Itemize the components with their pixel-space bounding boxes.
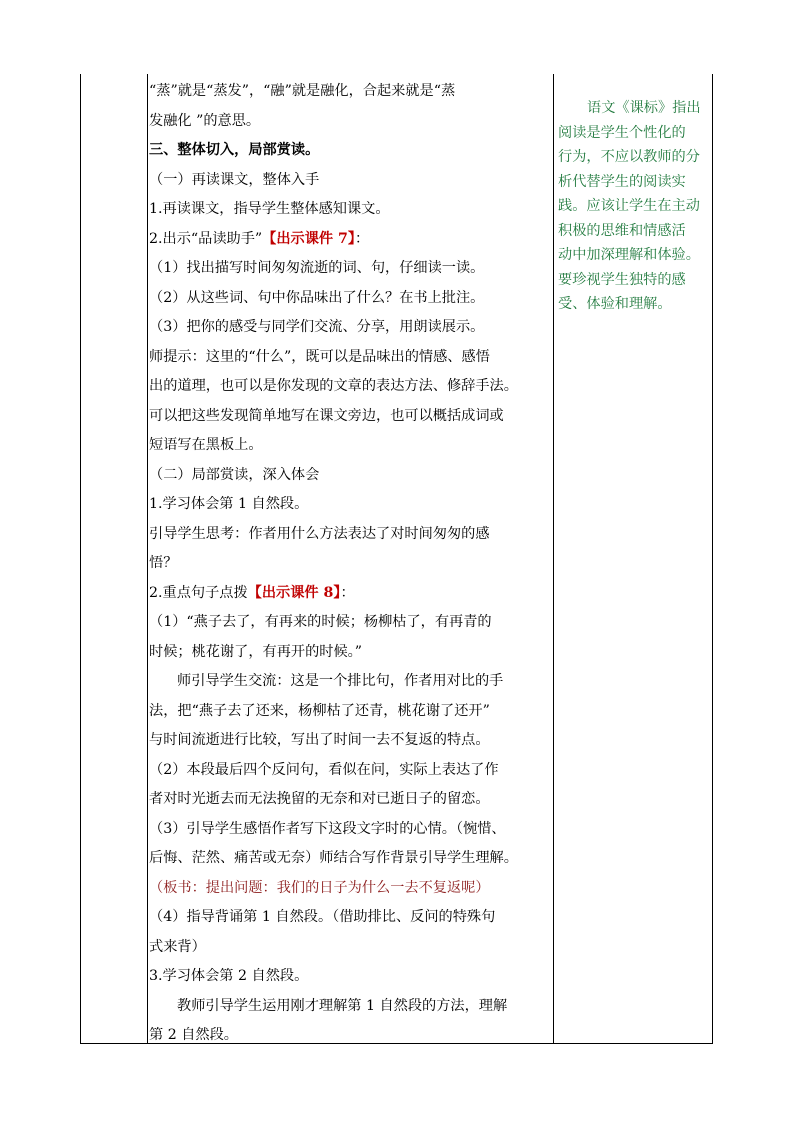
text-line: （3）引导学生感悟作者写下这段文字时的心情。（惋惜、 bbox=[149, 820, 506, 837]
text-line: 第 2 自然段。 bbox=[149, 1027, 238, 1043]
side-note-line: 受、体验和理解。 bbox=[558, 296, 672, 312]
text-line: 3.学习体会第 2 自然段。 bbox=[149, 968, 309, 984]
side-note-line: 践。应该让学生在主动 bbox=[558, 198, 700, 214]
text-line: （3）把你的感受与同学们交流、分享，用朗读展示。 bbox=[149, 319, 485, 335]
design-intent-column bbox=[558, 96, 708, 317]
text-line: （4）指导背诵第 1 自然段。（借助排比、反问的特殊句 bbox=[149, 909, 496, 925]
courseware-tag: 【出示课件 8】 bbox=[247, 584, 341, 601]
step-label: 2.重点句子点拨 bbox=[149, 584, 248, 601]
text-line bbox=[149, 225, 553, 255]
side-note-line: 语文《课标》指出 bbox=[587, 100, 701, 116]
text-line: 出的道理，也可以是你发现的文章的表达方法、修辞手法。 bbox=[149, 378, 518, 394]
text-line: （1）“燕子去了，有再来的时候；杨柳枯了，有再青的 bbox=[149, 614, 492, 630]
text-line: 师引导学生交流：这是一个排比句，作者用对比的手 bbox=[177, 673, 504, 689]
text-line: 者对时光逝去而无法挽留的无奈和对已逝日子的留恋。 bbox=[149, 791, 490, 807]
section-heading: 三、整体切入，局部赏读。 bbox=[149, 142, 320, 158]
text-line: 短语写在黑板上。 bbox=[149, 437, 263, 453]
text-line: 可以把这些发现简单地写在课文旁边，也可以概括成词或 bbox=[149, 407, 504, 424]
column-divider-right bbox=[553, 74, 554, 1043]
text-line: 1.学习体会第 1 自然段。 bbox=[149, 496, 309, 512]
subsection-heading: （二）局部赏读，深入体会 bbox=[149, 466, 320, 483]
text-line: 引导学生思考：作者用什么方法表达了对时间匆匆的感 bbox=[149, 525, 490, 542]
text-line: （1）找出描写时间匆匆流逝的词、句，仔细读一读。 bbox=[149, 260, 485, 276]
board-note: （板书：提出问题：我们的日子为什么一去不复返呢） bbox=[149, 879, 490, 896]
text-line: 与时间流逝进行比较，写出了时间一去不复返的特点。 bbox=[149, 732, 490, 748]
text-line: 后悔、茫然、痛苦或无奈）师结合写作背景引导学生理解。 bbox=[149, 850, 518, 866]
text-line: 时候；桃花谢了，有再开的时候。” bbox=[149, 643, 362, 660]
courseware-tag: 【出示课件 7】 bbox=[262, 230, 356, 247]
side-note-line: 积极的思维和情感活 bbox=[558, 222, 686, 239]
text-line: 式来背） bbox=[149, 938, 206, 955]
text-line: （2）从这些词、句中你品味出了什么？在书上批注。 bbox=[149, 289, 485, 306]
side-note-line: 动中加深理解和体验。 bbox=[558, 247, 700, 263]
text-line: 师提示：这里的“什么”，既可以是品味出的情感、感悟 bbox=[149, 348, 490, 365]
column-divider-left bbox=[147, 74, 148, 1043]
subsection-heading: （一）再读课文，整体入手 bbox=[149, 171, 320, 188]
punctuation: ： bbox=[340, 584, 355, 601]
punctuation: ： bbox=[355, 230, 370, 247]
teaching-process-column bbox=[149, 77, 553, 1051]
step-label: 2.出示“品读助手” bbox=[149, 230, 263, 247]
text-line: 法，把“燕子去了还来，杨柳枯了还青，桃花谢了还开” bbox=[149, 702, 490, 719]
text-line: 悟？ bbox=[149, 555, 178, 571]
text-line: 发融化 ”的意思。 bbox=[149, 112, 261, 129]
text-line: 1.再读课文，指导学生整体感知课文。 bbox=[149, 201, 390, 217]
text-line: “蒸”就是“蒸发”，“融”就是融化，合起来就是“蒸 bbox=[149, 83, 456, 99]
side-note-line: 要珍视学生独特的感 bbox=[558, 271, 686, 288]
side-note-line: 阅读是学生个性化的 bbox=[558, 124, 686, 141]
text-line: （2）本段最后四个反问句，看似在问，实际上表达了作 bbox=[149, 761, 499, 778]
side-note-line: 析代替学生的阅读实 bbox=[558, 173, 686, 190]
text-line bbox=[149, 579, 553, 609]
text-line: 教师引导学生运用刚才理解第 1 自然段的方法，理解 bbox=[177, 997, 508, 1014]
side-note-line: 行为，不应以教师的分 bbox=[558, 149, 700, 165]
